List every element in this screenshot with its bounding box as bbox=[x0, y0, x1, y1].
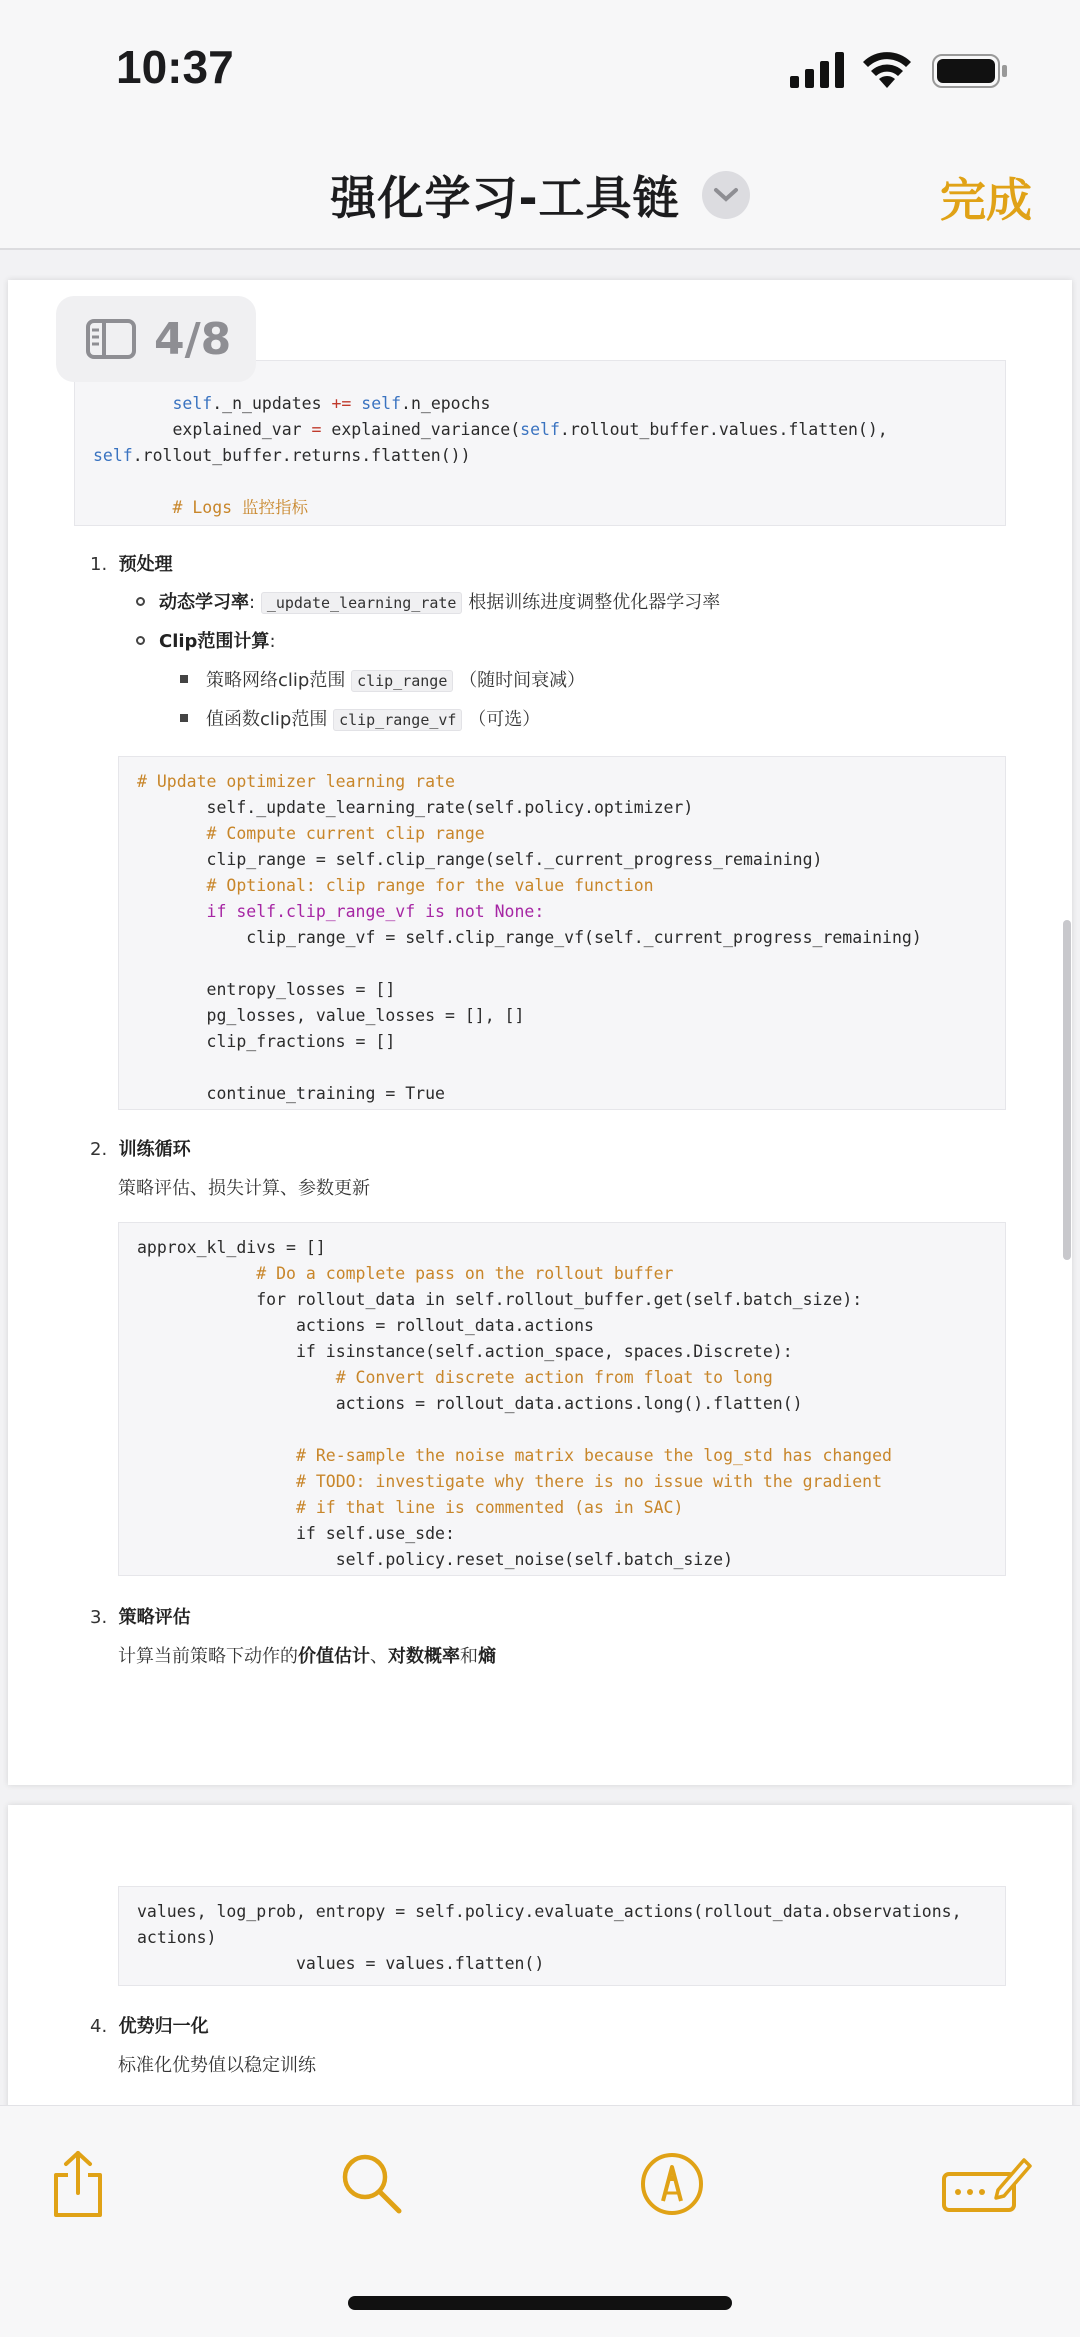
list-item bbox=[136, 588, 720, 614]
section-desc: 策略评估、损失计算、参数更新 bbox=[118, 1178, 370, 1199]
colon: : bbox=[249, 592, 256, 613]
code-line: clip_range_vf = self.clip_range_vf(self._current_progress_remaining) bbox=[246, 928, 922, 947]
code-line: entropy_losses = [] bbox=[206, 980, 396, 999]
code-line: values, log_prob, entropy = self.policy.evaluate_actions(rollout_data.observations, bbox=[137, 1902, 962, 1921]
code-line: # Re-sample the noise matrix because the log_std has changed bbox=[295, 1446, 892, 1465]
battery-icon bbox=[932, 54, 1008, 88]
code-line: # TODO: investigate why there is no issue with the gradient bbox=[295, 1472, 883, 1491]
scrollbar[interactable] bbox=[1063, 920, 1071, 1260]
code-line: if self.clip_range_vf is not None: bbox=[206, 902, 545, 921]
code-line: if isinstance(self.action_space, spaces.Discrete): bbox=[295, 1342, 793, 1361]
code-line: # Optional: clip range for the value function bbox=[206, 876, 654, 895]
inline-code: _update_learning_rate bbox=[261, 592, 463, 614]
section-title: 训练循环 bbox=[118, 1139, 191, 1160]
section-heading bbox=[90, 1135, 191, 1161]
status-bar bbox=[0, 0, 1080, 140]
search-icon bbox=[339, 2151, 405, 2217]
list-item bbox=[136, 627, 276, 653]
markup-pen-icon bbox=[639, 2151, 705, 2217]
section-title: 预处理 bbox=[118, 554, 173, 575]
desc-text: 、 bbox=[370, 1646, 388, 1667]
list-item bbox=[180, 705, 540, 731]
list-number: 1. bbox=[90, 554, 108, 575]
desc-bold: 价值估计 bbox=[298, 1646, 370, 1667]
desc-bold: 熵 bbox=[478, 1646, 496, 1667]
code-line: # if that line is commented (as in SAC) bbox=[295, 1498, 684, 1517]
section-heading bbox=[90, 1603, 191, 1629]
keyboard-edit-icon bbox=[940, 2152, 1032, 2216]
section-title: 策略评估 bbox=[118, 1607, 191, 1628]
document-title-area[interactable] bbox=[0, 162, 1080, 228]
nav-bar bbox=[0, 140, 1080, 250]
item-title: Clip范围计算 bbox=[159, 631, 270, 652]
list-number: 3. bbox=[90, 1607, 108, 1628]
item-text: 策略网络clip范围 bbox=[206, 670, 346, 691]
code-line: # Update optimizer learning rate bbox=[137, 772, 455, 791]
code-line: values = values.flatten() bbox=[295, 1954, 545, 1973]
code-line: clip_fractions = [] bbox=[206, 1032, 396, 1051]
code-line: # Convert discrete action from float to long bbox=[335, 1368, 773, 1387]
section-heading bbox=[90, 2012, 209, 2038]
code-line: continue_training = True bbox=[206, 1084, 445, 1103]
share-icon bbox=[48, 2149, 108, 2219]
sidebar-icon bbox=[86, 319, 136, 359]
code-line: actions = rollout_data.actions.long().flatten() bbox=[335, 1394, 803, 1413]
code-block bbox=[118, 1222, 1006, 1576]
list-number: 2. bbox=[90, 1139, 108, 1160]
share-button[interactable] bbox=[38, 2144, 118, 2224]
cellular-signal-icon bbox=[790, 52, 846, 88]
code-line: pg_losses, value_losses = [], [] bbox=[206, 1006, 525, 1025]
search-button[interactable] bbox=[332, 2144, 412, 2224]
section-title: 优势归一化 bbox=[118, 2016, 209, 2037]
status-time: 10:37 bbox=[116, 41, 234, 93]
code-line: if self.use_sde: bbox=[295, 1524, 455, 1543]
desc-text: 计算当前策略下动作的 bbox=[118, 1646, 298, 1667]
code-line: approx_kl_divs = [] bbox=[137, 1238, 326, 1257]
section-heading bbox=[90, 550, 173, 576]
desc-text: 和 bbox=[460, 1646, 478, 1667]
code-block: self._n_updates += self.n_epochs explained_var = explained_variance(self.rollout_buffer.values.flatten(), self.rollout_buffer.returns.flatten()) # Logs 监控指标 bbox=[74, 360, 1006, 526]
code-block bbox=[118, 1886, 1006, 1986]
colon: : bbox=[269, 631, 276, 652]
item-text: （可选） bbox=[468, 709, 541, 730]
page-indicator-label: 4/8 bbox=[154, 313, 232, 365]
item-text: （随时间衰减） bbox=[459, 670, 586, 691]
code-block bbox=[118, 756, 1006, 1110]
code-line: # Compute current clip range bbox=[206, 824, 485, 843]
home-indicator[interactable] bbox=[348, 2296, 732, 2310]
document-title: 强化学习-工具链 bbox=[330, 171, 680, 225]
page-indicator[interactable] bbox=[56, 296, 256, 382]
code-line: actions = rollout_data.actions bbox=[295, 1316, 594, 1335]
code-line: self._update_learning_rate(self.policy.optimizer) bbox=[206, 798, 694, 817]
code-line: # Do a complete pass on the rollout buffer bbox=[256, 1264, 674, 1283]
code-line: for rollout_data in self.rollout_buffer.get(self.batch_size): bbox=[256, 1290, 863, 1309]
done-button[interactable]: 完成 bbox=[940, 173, 1032, 227]
list-number: 4. bbox=[90, 2016, 108, 2037]
item-desc: 根据训练进度调整优化器学习率 bbox=[468, 592, 721, 613]
inline-code: clip_range_vf bbox=[333, 709, 462, 731]
item-text: 值函数clip范围 bbox=[206, 709, 328, 730]
code-line: actions) bbox=[137, 1928, 217, 1947]
inline-code: clip_range bbox=[351, 670, 453, 692]
list-item bbox=[180, 666, 585, 692]
code-line: clip_range = self.clip_range(self._current_progress_remaining) bbox=[206, 850, 823, 869]
wifi-icon bbox=[862, 50, 912, 88]
desc-bold: 对数概率 bbox=[388, 1646, 460, 1667]
item-title: 动态学习率 bbox=[159, 592, 249, 613]
code-comment: # Logs 监控指标 bbox=[172, 498, 309, 517]
markup-button[interactable] bbox=[632, 2144, 712, 2224]
code-line: self.policy.reset_noise(self.batch_size) bbox=[335, 1550, 734, 1569]
section-desc bbox=[118, 1642, 496, 1668]
section-desc: 标准化优势值以稳定训练 bbox=[118, 2055, 316, 2076]
keyboard-edit-button[interactable] bbox=[936, 2144, 1036, 2224]
chevron-down-icon[interactable] bbox=[702, 171, 750, 219]
